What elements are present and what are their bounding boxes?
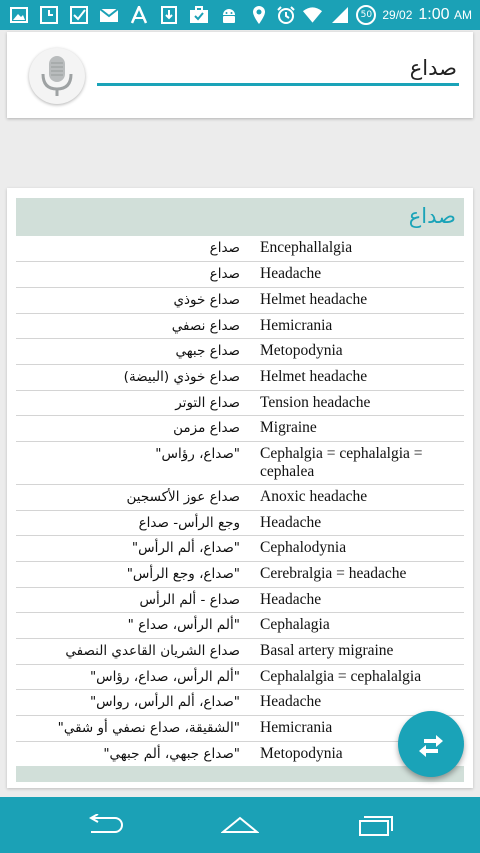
english-term: Anoxic headache xyxy=(260,488,368,505)
list-item[interactable] xyxy=(16,416,464,442)
arabic-term: "صداع جبهي، ألم جبهي" xyxy=(103,746,240,762)
results-header xyxy=(16,198,464,236)
list-item[interactable] xyxy=(16,314,464,339)
english-term: Hemicrania xyxy=(260,719,333,736)
list-item[interactable] xyxy=(16,536,464,562)
arabic-term: "صداع، ألم الرأس، رواس" xyxy=(89,694,240,710)
arabic-term: صداع نصفي xyxy=(171,318,240,334)
english-term: Cerebralgia = headache xyxy=(260,565,407,582)
english-term: Cephalodynia xyxy=(260,539,347,556)
status-time xyxy=(418,6,472,24)
list-item[interactable] xyxy=(16,262,464,288)
english-term: Metopodynia xyxy=(260,745,343,762)
english-term: Migraine xyxy=(260,419,317,436)
arabic-term: صداع مزمن xyxy=(173,420,240,436)
english-term: Cephalagia xyxy=(260,616,330,633)
arabic-term: صداع عوز الأكسجين xyxy=(126,489,240,505)
results-list xyxy=(16,236,464,767)
english-term: Headache xyxy=(260,265,322,282)
checkbox-icon xyxy=(68,4,89,25)
english-term: Metopodynia xyxy=(260,342,343,359)
list-item[interactable] xyxy=(16,613,464,639)
results-footer xyxy=(16,766,464,782)
arabic-term: صداع جبهي xyxy=(175,343,240,359)
arabic-term: "ألم الرأس، صداع " xyxy=(127,617,240,633)
list-item[interactable] xyxy=(16,639,464,665)
arabic-term: صداع - ألم الرأس xyxy=(139,592,240,608)
arabic-term: صداع التوتر xyxy=(175,395,240,411)
recent-apps-button[interactable] xyxy=(356,811,396,839)
english-term: Basal artery migraine xyxy=(260,642,394,659)
list-item[interactable] xyxy=(16,690,464,716)
navigation-bar xyxy=(0,797,480,853)
android-icon xyxy=(218,4,239,25)
home-icon xyxy=(221,814,259,836)
location-icon xyxy=(248,4,269,25)
status-date: 29/02 xyxy=(382,7,413,22)
english-term: Tension headache xyxy=(260,394,371,411)
english-term: Headache xyxy=(260,514,322,531)
arabic-term: صداع خوذي (البيضة) xyxy=(123,369,240,385)
arabic-term: صداع خوذي xyxy=(173,292,240,308)
list-item[interactable] xyxy=(16,716,464,742)
english-term: Helmet headache xyxy=(260,368,368,385)
swap-icon xyxy=(416,729,446,759)
list-item[interactable] xyxy=(16,511,464,536)
recent-apps-icon xyxy=(357,813,395,837)
arabic-term: وجع الرأس- صداع xyxy=(138,515,240,531)
search-input[interactable] xyxy=(97,52,459,86)
arabic-term: "ألم الرأس، صداع، رؤاس" xyxy=(89,669,240,685)
wifi-icon xyxy=(302,4,323,25)
list-item[interactable] xyxy=(16,288,464,314)
list-item[interactable] xyxy=(16,365,464,391)
status-indicators xyxy=(248,4,472,25)
list-item[interactable] xyxy=(16,442,464,485)
list-item[interactable] xyxy=(16,236,464,262)
list-item[interactable] xyxy=(16,665,464,690)
list-item[interactable] xyxy=(16,742,464,767)
arabic-term: "الشقيقة، صداع نصفي أو شقي" xyxy=(57,720,240,736)
battery-indicator: 50 xyxy=(356,5,376,25)
list-item[interactable] xyxy=(16,339,464,365)
briefcase-check-icon xyxy=(188,4,209,25)
mail-icon xyxy=(98,4,119,25)
results-card xyxy=(7,188,473,788)
alarm-icon xyxy=(275,4,296,25)
arabic-term: "صداع، رؤاس" xyxy=(155,446,240,462)
list-item[interactable] xyxy=(16,562,464,588)
signal-icon xyxy=(329,4,350,25)
home-button[interactable] xyxy=(220,811,260,839)
results-title: صداع xyxy=(408,204,456,228)
arabic-term: "صداع، ألم الرأس" xyxy=(131,540,240,556)
back-icon xyxy=(85,814,123,836)
arabic-term: صداع xyxy=(209,266,240,282)
back-button[interactable] xyxy=(84,811,124,839)
list-item[interactable] xyxy=(16,588,464,613)
app-a-icon xyxy=(128,4,149,25)
arabic-term: صداع الشريان القاعدي النصفي xyxy=(65,643,240,659)
english-term: Cephalgia = cephalalgia = cephalea xyxy=(260,445,423,480)
english-term: Headache xyxy=(260,591,322,608)
download-icon xyxy=(158,4,179,25)
status-time-ampm: AM xyxy=(454,7,472,22)
swap-language-button[interactable] xyxy=(398,711,464,777)
status-bar xyxy=(0,0,480,30)
list-item[interactable] xyxy=(16,485,464,511)
arabic-term: "صداع، وجع الرأس" xyxy=(126,566,240,582)
image-icon xyxy=(8,4,29,25)
arabic-term: صداع xyxy=(209,240,240,256)
english-term: Helmet headache xyxy=(260,291,368,308)
english-term: Cephalalgia = cephalalgia xyxy=(260,668,422,685)
english-term: Headache xyxy=(260,693,322,710)
status-time-value: 1:00 xyxy=(418,5,450,23)
microphone-icon xyxy=(37,54,77,98)
english-term: Encephallalgia xyxy=(260,239,353,256)
notification-icons xyxy=(8,4,239,25)
english-term: Hemicrania xyxy=(260,317,333,334)
search-card xyxy=(7,32,473,118)
voice-search-button[interactable] xyxy=(29,48,85,104)
clock-icon xyxy=(38,4,59,25)
list-item[interactable] xyxy=(16,391,464,416)
